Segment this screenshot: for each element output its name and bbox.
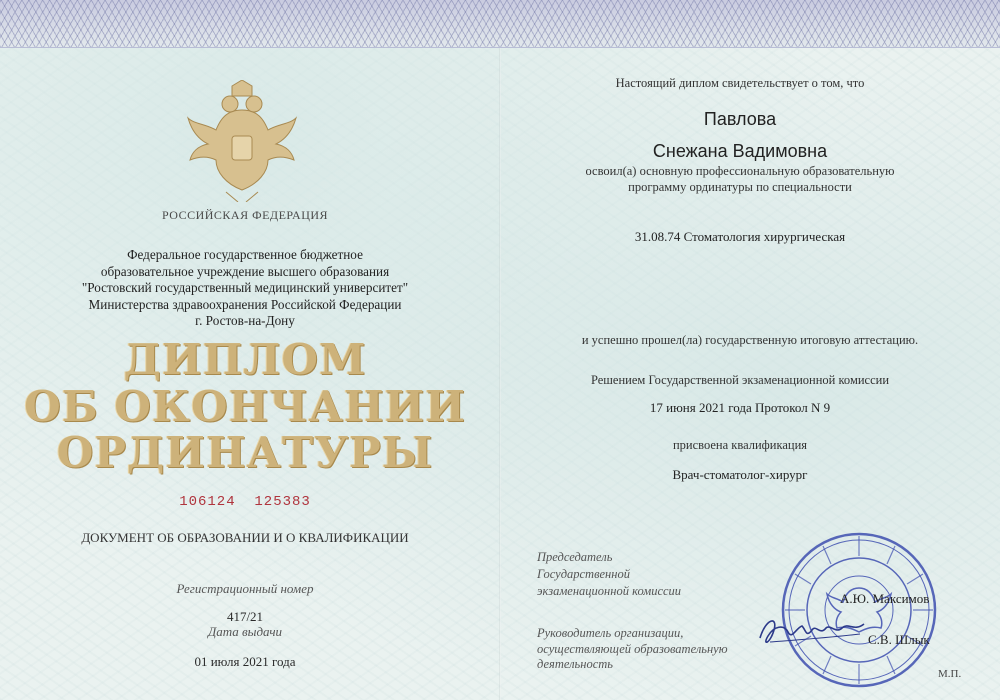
program-statement-line: программу ординатуры по специальности: [628, 179, 852, 194]
coat-of-arms-icon: [186, 80, 298, 202]
chair-label-line: Государственной: [537, 567, 630, 581]
graduate-given-names: Снежана Вадимовна: [652, 141, 828, 161]
specialty: 31.08.74 Стоматология хирургическая: [634, 229, 846, 244]
institution-line: Министерства здравоохранения Российской Федерации: [88, 296, 402, 312]
program-statement: [540, 164, 940, 195]
commission-decision: Решением Государственной экзаменационной комиссии: [590, 373, 890, 387]
institution-line: "Ростовский государственный медицинский университет": [81, 280, 409, 295]
serial-number: 106124 125383: [179, 494, 311, 510]
issue-date: 01 июля 2021 года: [194, 654, 296, 669]
program-statement-line: освоил(а) основную профессиональную образовательную: [585, 164, 895, 178]
attestation-text: и успешно прошел(ла) государственную итоговую аттестацию.: [581, 333, 919, 347]
institution-line: образовательное учреждение высшего образования: [100, 263, 390, 279]
institution-line: г. Ростов-на-Дону: [195, 313, 295, 328]
document-type: ДОКУМЕНТ ОБ ОБРАЗОВАНИИ И О КВАЛИФИКАЦИИ: [81, 530, 409, 545]
qualification: Врач-стоматолог-хирург: [672, 467, 808, 482]
institution-line: Федеральное государственное бюджетное: [127, 247, 363, 262]
diploma-title-line: ОБ ОКОНЧАНИИ: [24, 382, 466, 431]
intro-text: Настоящий диплом свидетельствует о том, что: [615, 76, 865, 90]
decorative-border: [0, 0, 1000, 48]
chair-label-line: Председатель: [537, 550, 613, 564]
head-label: [537, 626, 767, 673]
page-fold: [499, 48, 501, 700]
head-name: С.В. Шлык: [868, 632, 930, 647]
head-label-line: Руководитель организации,: [537, 626, 684, 640]
chair-label-line: экзаменационной комиссии: [537, 584, 682, 598]
head-label-line: осуществляющей образовательную: [537, 641, 728, 656]
signature-icon: [756, 610, 868, 650]
country-name: РОССИЙСКАЯ ФЕДЕРАЦИЯ: [161, 208, 329, 222]
head-label-line: деятельность: [537, 657, 613, 671]
chair-label: [537, 549, 737, 600]
diploma-title-line: ОРДИНАТУРЫ: [56, 428, 434, 477]
issue-date-label: Дата выдачи: [207, 624, 283, 639]
qualification-label: присвоена квалификация: [672, 438, 808, 452]
registration-label: Регистрационный номер: [176, 581, 314, 596]
registration-number: 417/21: [226, 609, 264, 624]
institution-name: [60, 247, 430, 330]
diploma-title-line: ДИПЛОМ: [123, 335, 367, 384]
graduate-surname: Павлова: [703, 109, 777, 129]
chair-name: А.Ю. Максимов: [840, 591, 930, 606]
stamp-place-mark: М.П.: [938, 668, 962, 680]
protocol-info: 17 июня 2021 года Протокол N 9: [649, 400, 831, 415]
